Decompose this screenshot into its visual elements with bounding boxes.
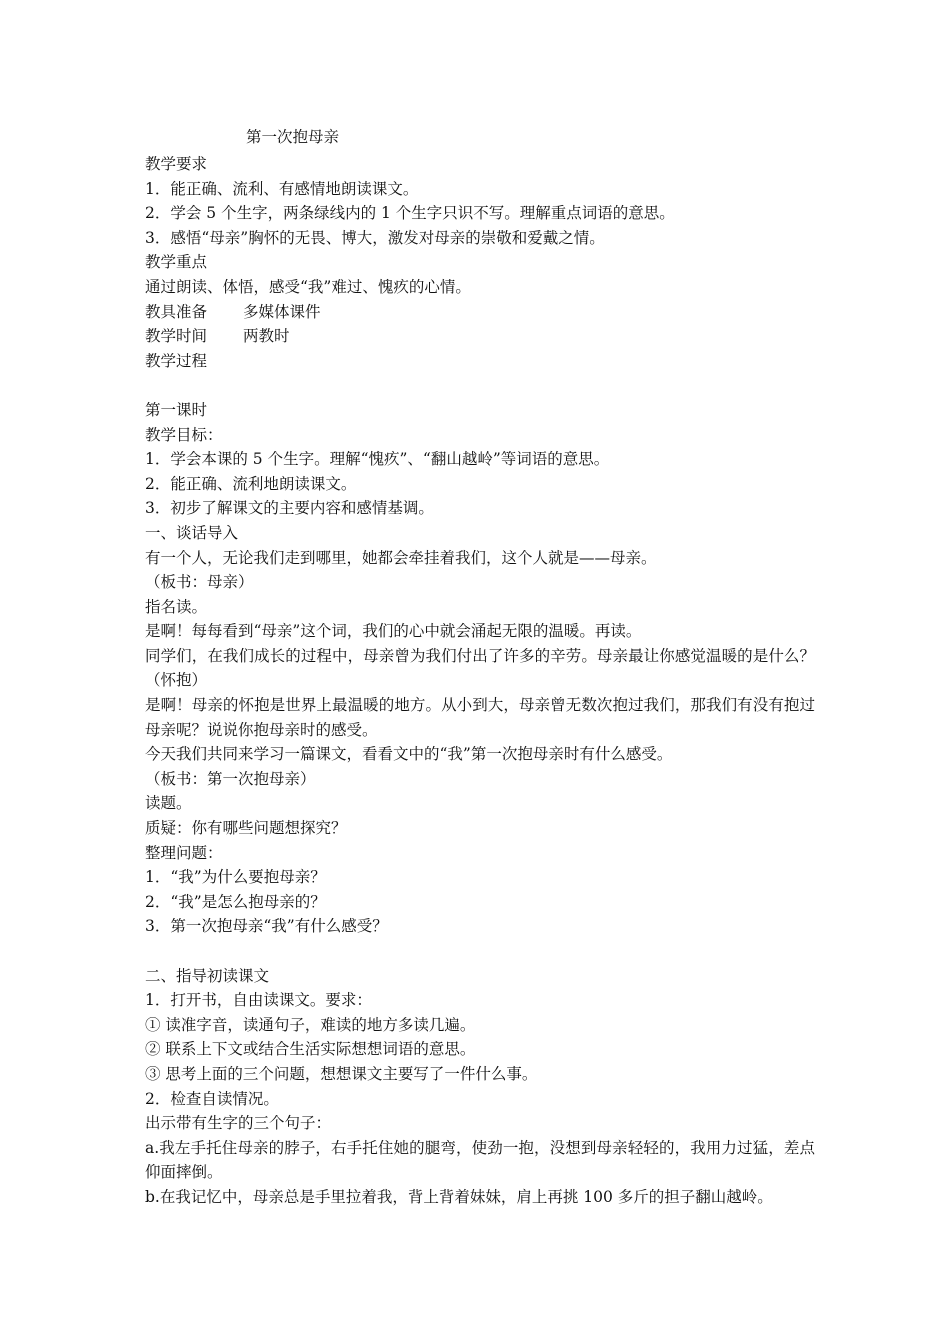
requirement-item: 3．感悟“母亲”胸怀的无畏、博大，激发对母亲的崇敬和爱戴之情。 — [145, 228, 605, 247]
time-line — [145, 324, 815, 349]
paragraph: 同学们，在我们成长的过程中，母亲曾为我们付出了许多的辛劳。母亲最让你感觉温暖的是什么？（怀抱） — [145, 646, 815, 690]
part-heading: 二、指导初读课文 — [145, 966, 270, 985]
paragraph: 整理问题： — [145, 843, 223, 862]
tools-value: 多媒体课件 — [243, 302, 321, 321]
goal-item: 3．初步了解课文的主要内容和感情基调。 — [145, 499, 434, 518]
paragraph: 指名读。 — [145, 597, 208, 616]
example-sentence: b.在我记忆中，母亲总是手里拉着我，背上背着妹妹，肩上再挑 100 多斤的担子翻山越岭。 — [145, 1187, 773, 1206]
time-label: 教学时间 — [145, 327, 208, 346]
tools-label: 教具准备 — [145, 302, 208, 321]
goals-heading: 教学目标： — [145, 425, 223, 444]
section-heading-requirements: 教学要求 — [145, 155, 208, 173]
blank-line — [145, 939, 815, 964]
paragraph: 1．打开书，自由读课文。要求： — [145, 991, 372, 1010]
key-point-text: 通过朗读、体悟，感受“我”难过、愧疚的心情。 — [145, 277, 471, 296]
blank-line — [145, 373, 815, 398]
requirement-subitem: ② 联系上下文或结合生活实际想想词语的意思。 — [145, 1040, 476, 1059]
example-sentence: a.我左手托住母亲的脖子，右手托住她的腿弯，使劲一抱，没想到母亲轻轻的，我用力过猛，差点仰面摔倒。 — [145, 1138, 815, 1182]
paragraph: 今天我们共同来学习一篇课文，看看文中的“我”第一次抱母亲时有什么感受。 — [145, 745, 673, 764]
section-heading-process: 教学过程 — [145, 351, 208, 370]
requirement-subitem: ③ 思考上面的三个问题，想想课文主要写了一件什么事。 — [145, 1064, 538, 1083]
tools-line — [145, 300, 815, 325]
question-item: 2．“我”是怎么抱母亲的？ — [145, 892, 326, 911]
paragraph: 有一个人，无论我们走到哪里，她都会牵挂着我们，这个人就是——母亲。 — [145, 548, 657, 567]
document-body — [145, 152, 815, 1210]
requirement-subitem: ① 读准字音，读通句子，难读的地方多读几遍。 — [145, 1015, 476, 1034]
paragraph: 出示带有生字的三个句子： — [145, 1114, 332, 1133]
part-heading: 一、谈话导入 — [145, 523, 239, 542]
requirement-item: 1．能正确、流利、有感情地朗读课文。 — [145, 179, 419, 198]
paragraph: 2．检查自读情况。 — [145, 1089, 279, 1108]
paragraph: （板书：母亲） — [145, 573, 254, 592]
paragraph: 读题。 — [145, 794, 192, 813]
goal-item: 2．能正确、流利地朗读课文。 — [145, 474, 357, 493]
time-value: 两教时 — [243, 327, 290, 346]
goal-item: 1．学会本课的 5 个生字。理解“愧疚”、“翻山越岭”等词语的意思。 — [145, 450, 610, 469]
requirement-item: 2．学会 5 个生字，两条绿线内的 1 个生字只识不写。理解重点词语的意思。 — [145, 204, 675, 223]
paragraph: 是啊！每每看到“母亲”这个词，我们的心中就会涌起无限的温暖。再读。 — [145, 622, 642, 641]
paragraph: 是啊！母亲的怀抱是世界上最温暖的地方。从小到大，母亲曾无数次抱过我们，那我们有没有抱过母亲呢？说说你抱母亲时的感受。 — [145, 696, 815, 739]
paragraph: （板书：第一次抱母亲） — [145, 769, 316, 788]
question-item: 3．第一次抱母亲“我”有什么感受？ — [145, 917, 388, 936]
document-title: 第一次抱母亲 — [246, 128, 340, 146]
paragraph: 质疑：你有哪些问题想探究？ — [145, 819, 347, 838]
question-item: 1．“我”为什么要抱母亲？ — [145, 868, 326, 887]
lesson-heading: 第一课时 — [145, 400, 208, 419]
section-heading-key-points: 教学重点 — [145, 253, 208, 272]
